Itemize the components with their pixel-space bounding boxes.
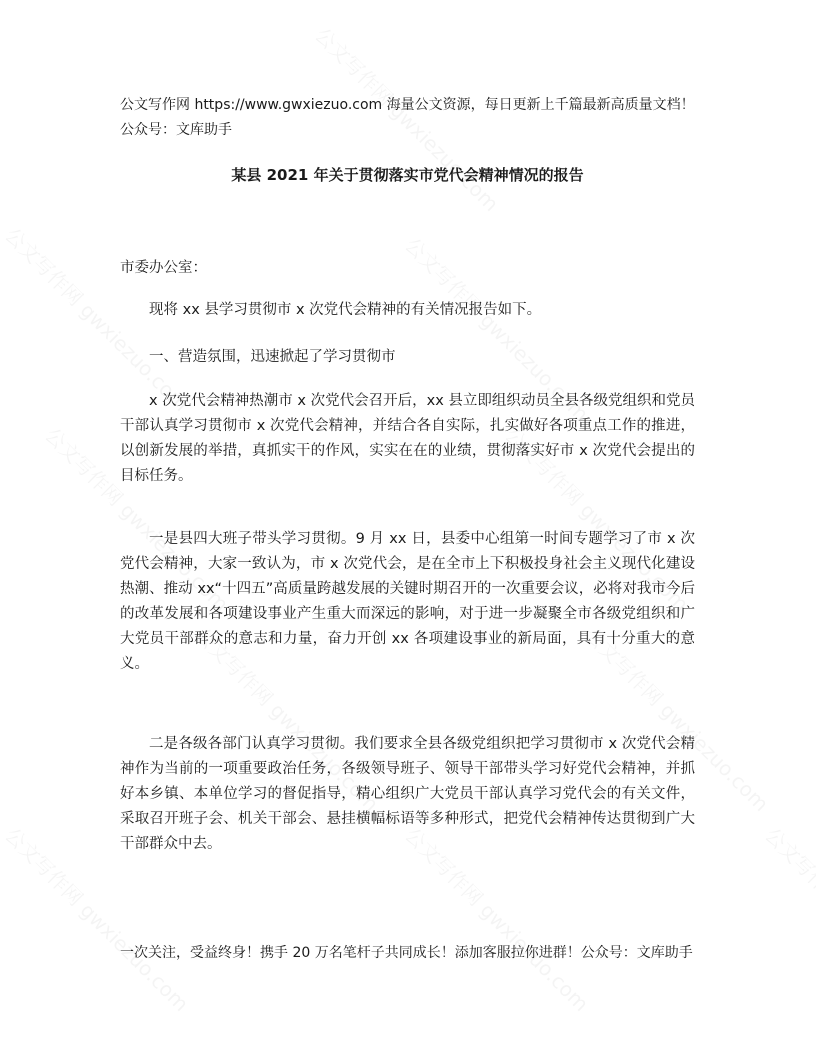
watermark-text: [759, 820, 816, 1017]
paragraph: x 次党代会精神热潮市 x 次党代会召开后，xx 县立即组织动员全县各级党组织和党员干部认真学习贯彻市 x 次党代会精神，并结合各自实际，扎实做好各项重点工作的推进，以创新发展的举措，真抓实干的作风，实实在在的业绩，贯彻落实好市 x 次党代会提出的目标任务。: [120, 393, 695, 484]
paragraph: 一是县四大班子带头学习贯彻。9 月 xx 日，县委中心组第一时间专题学习了市 x 次党代会精神，大家一致认为，市 x 次党代会，是在全市上下积极投身社会主义现代化建设热潮、推动 xx“十四五”高质量跨越发展的关键时期召开的一次重要会议，必将对我市今后的改革发展和各项建设事业产生重大而深远的影响，对于进一步凝聚全市各级党组织和广大党员干部群众的意志和力量，奋力开创 xx 各项建设事业的新局面，具有十分重大的意义。: [120, 531, 695, 672]
footer-note: 一次关注，受益终身！携手 20 万名笔杆子共同成长！添加客服拉你进群！公众号：文库助手: [120, 945, 693, 961]
paragraph: 二是各级各部门认真学习贯彻。我们要求全县各级党组织把学习贯彻市 x 次党代会精神作为当前的一项重要政治任务，各级领导班子、领导干部带头学习好党代会精神，并抓好本乡镇、本单位学习的督促指导，精心组织广大党员干部认真学习党代会的有关文件，采取召开班子会、机关干部会、悬挂横幅标语等多种形式，把党代会精神传达贯彻到广大干部群众中去。: [120, 736, 695, 852]
paragraph-intro: 现将 xx 县学习贯彻市 x 次党代会精神的有关情况报告如下。: [149, 302, 542, 318]
header-note: 公文写作网 https://www.gwxiezuo.com 海量公文资源，每日更新上千篇最新高质量文档！ 公众号：文库助手: [120, 97, 695, 138]
document-title: 某县 2021 年关于贯彻落实市党代会精神情况的报告: [231, 166, 584, 184]
section-heading: 一、营造氛围，迅速掀起了学习贯彻市: [149, 349, 396, 365]
salutation: 市委办公室：: [120, 260, 207, 276]
